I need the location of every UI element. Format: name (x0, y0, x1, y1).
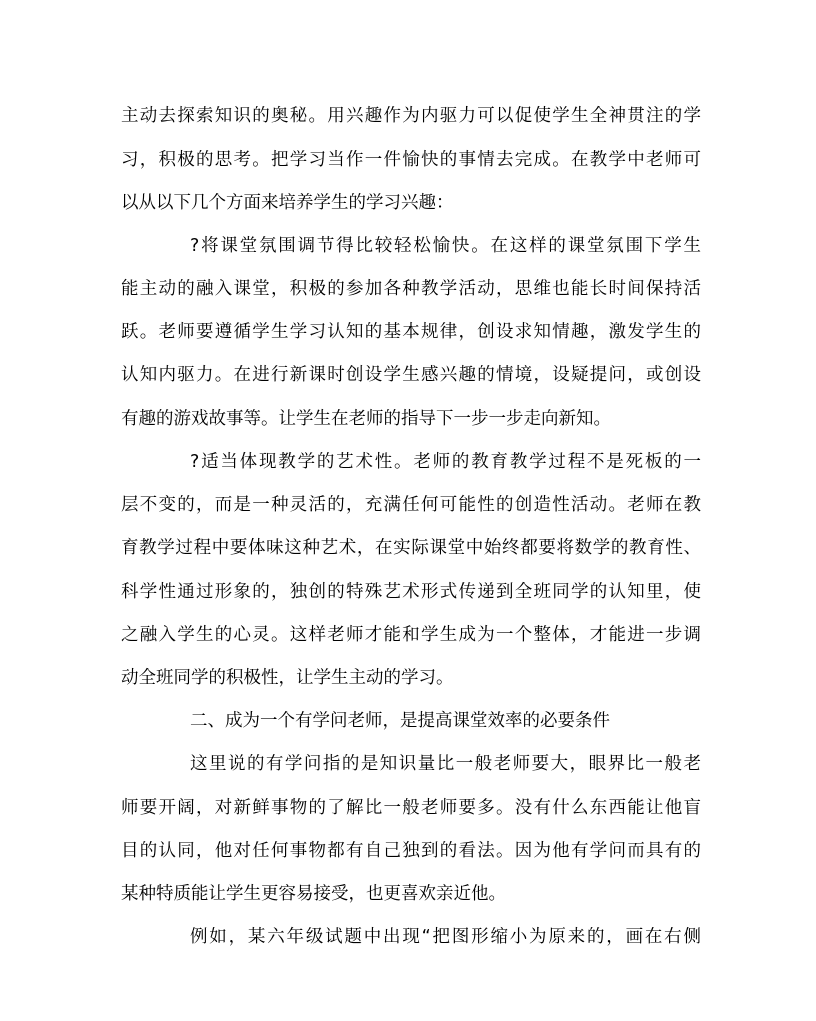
text-line: 能主动的融入课堂，积极的参加各种教学活动，思维也能长时间保持活 (121, 279, 701, 299)
text-line: 目的认同，他对任何事物都有自己独到的看法。因为他有学问而具有的 (121, 841, 701, 861)
paragraph-first-line: 例如，某六年级试题中出现“把图形缩小为原来的，画在右侧 (190, 927, 701, 947)
text-line: 某种特质能让学生更容易接受，也更喜欢亲近他。 (121, 884, 506, 904)
text-line: 动全班同学的积极性，让学生主动的学习。 (121, 668, 454, 688)
text-line: 习，积极的思考。把学习当作一件愉快的事情去完成。在教学中老师可 (121, 150, 701, 170)
text-line: 认知内驱力。在进行新课时创设学生感兴趣的情境，设疑提问，或创设 (121, 365, 701, 385)
text-line: 之融入学生的心灵。这样老师才能和学生成为一个整体，才能进一步调 (121, 625, 701, 645)
paragraph-first-line: 这里说的有学问指的是知识量比一般老师要大，眼界比一般老 (190, 754, 701, 774)
text-line: 主动去探索知识的奥秘。用兴趣作为内驱力可以促使学生全神贯注的学 (121, 106, 701, 126)
text-line: 师要开阔，对新鲜事物的了解比一般老师要多。没有什么东西能让他盲 (121, 798, 701, 818)
paragraph-first-line: ?适当体现教学的艺术性。老师的教育教学过程不是死板的一 (190, 452, 701, 472)
text-line: 层不变的，而是一种灵活的，充满任何可能性的创造性活动。老师在教 (121, 495, 701, 515)
text-line: 以从以下几个方面来培养学生的学习兴趣： (121, 193, 454, 213)
text-line: 跃。老师要遵循学生学习认知的基本规律，创设求知情趣，激发学生的 (121, 322, 701, 342)
text-line: 科学性通过形象的，独创的特殊艺术形式传递到全班同学的认知里，使 (121, 582, 701, 602)
section-heading: 二、成为一个有学问老师，是提高课堂效率的必要条件 (190, 711, 610, 731)
text-line: 有趣的游戏故事等。让学生在老师的指导下一步一步走向新知。 (121, 409, 611, 429)
text-line: 育教学过程中要体味这种艺术，在实际课堂中始终都要将数学的教育性、 (121, 538, 701, 558)
paragraph-first-line: ?将课堂氛围调节得比较轻松愉快。在这样的课堂氛围下学生 (190, 236, 701, 256)
